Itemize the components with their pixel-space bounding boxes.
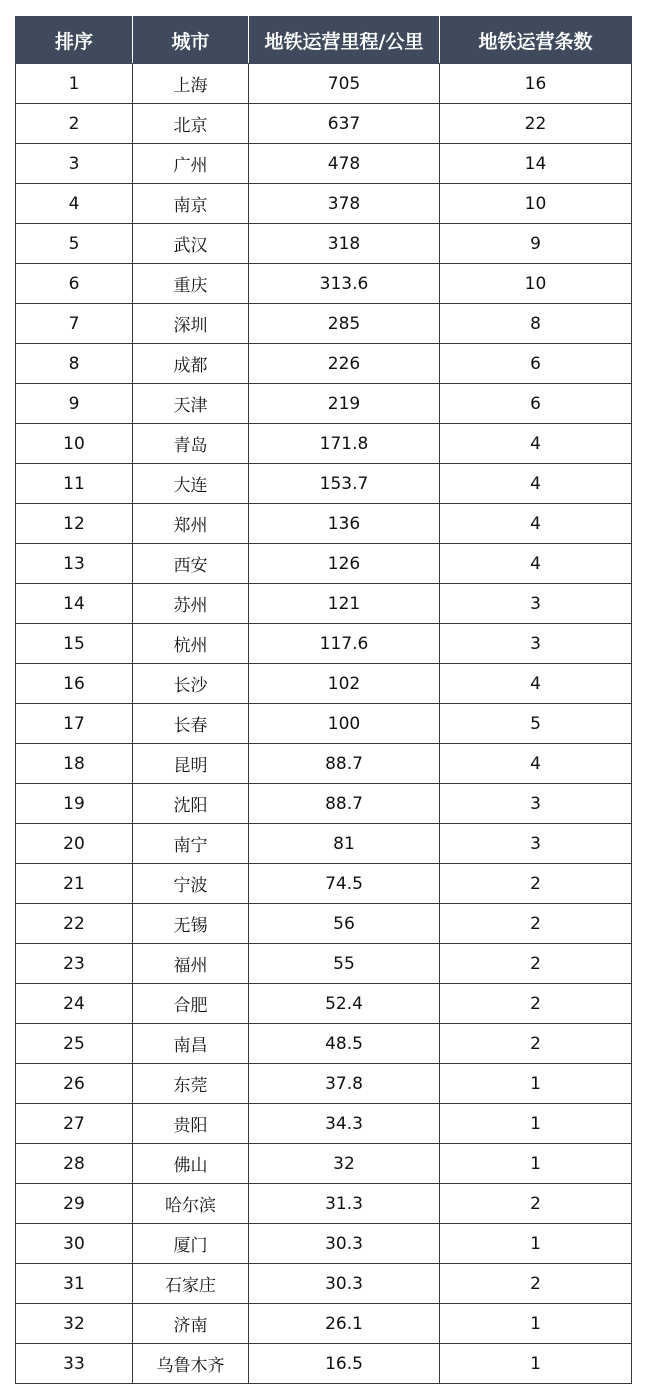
cell-city: 西安: [133, 544, 249, 584]
cell-rank: 18: [16, 744, 133, 784]
cell-city: 南京: [133, 184, 249, 224]
cell-rank: 28: [16, 1144, 133, 1184]
cell-mileage: 81: [249, 824, 440, 864]
table-row: [16, 1304, 632, 1344]
table-row: [16, 584, 632, 624]
table-header: [16, 17, 632, 64]
cell-mileage: 56: [249, 904, 440, 944]
cell-mileage: 88.7: [249, 784, 440, 824]
cell-city: 东莞: [133, 1064, 249, 1104]
cell-mileage: 55: [249, 944, 440, 984]
cell-mileage: 117.6: [249, 624, 440, 664]
cell-line-count: 1: [440, 1144, 632, 1184]
table-row: [16, 224, 632, 264]
cell-city: 济南: [133, 1304, 249, 1344]
table-row: [16, 864, 632, 904]
cell-line-count: 2: [440, 984, 632, 1024]
cell-city: 南宁: [133, 824, 249, 864]
cell-rank: 9: [16, 384, 133, 424]
cell-mileage: 32: [249, 1144, 440, 1184]
cell-city: 厦门: [133, 1224, 249, 1264]
table-row: [16, 1264, 632, 1304]
table-row: [16, 944, 632, 984]
cell-rank: 5: [16, 224, 133, 264]
cell-city: 乌鲁木齐: [133, 1344, 249, 1384]
metro-ranking-table: [15, 16, 632, 1384]
cell-city: 宁波: [133, 864, 249, 904]
table-row: [16, 1224, 632, 1264]
cell-rank: 32: [16, 1304, 133, 1344]
cell-line-count: 5: [440, 704, 632, 744]
table-row: [16, 1024, 632, 1064]
cell-rank: 21: [16, 864, 133, 904]
cell-line-count: 3: [440, 584, 632, 624]
cell-city: 上海: [133, 64, 249, 104]
table-row: [16, 664, 632, 704]
cell-line-count: 4: [440, 504, 632, 544]
table-body: [16, 64, 632, 1384]
cell-mileage: 26.1: [249, 1304, 440, 1344]
cell-rank: 1: [16, 64, 133, 104]
cell-rank: 4: [16, 184, 133, 224]
table-row: [16, 424, 632, 464]
cell-line-count: 2: [440, 864, 632, 904]
cell-rank: 20: [16, 824, 133, 864]
cell-mileage: 100: [249, 704, 440, 744]
cell-line-count: 1: [440, 1304, 632, 1344]
header-rank: 排序: [16, 17, 133, 64]
cell-city: 长春: [133, 704, 249, 744]
cell-rank: 10: [16, 424, 133, 464]
cell-rank: 27: [16, 1104, 133, 1144]
table-row: [16, 1344, 632, 1384]
metro-table-container: [15, 16, 631, 1384]
cell-line-count: 2: [440, 1264, 632, 1304]
cell-city: 重庆: [133, 264, 249, 304]
cell-line-count: 14: [440, 144, 632, 184]
cell-mileage: 637: [249, 104, 440, 144]
cell-rank: 17: [16, 704, 133, 744]
cell-line-count: 4: [440, 744, 632, 784]
cell-mileage: 30.3: [249, 1224, 440, 1264]
table-row: [16, 104, 632, 144]
cell-city: 广州: [133, 144, 249, 184]
table-row: [16, 744, 632, 784]
cell-rank: 8: [16, 344, 133, 384]
cell-city: 沈阳: [133, 784, 249, 824]
cell-rank: 15: [16, 624, 133, 664]
cell-mileage: 31.3: [249, 1184, 440, 1224]
cell-rank: 6: [16, 264, 133, 304]
cell-line-count: 1: [440, 1064, 632, 1104]
cell-city: 贵阳: [133, 1104, 249, 1144]
cell-city: 无锡: [133, 904, 249, 944]
cell-line-count: 9: [440, 224, 632, 264]
cell-city: 杭州: [133, 624, 249, 664]
cell-mileage: 52.4: [249, 984, 440, 1024]
cell-line-count: 3: [440, 624, 632, 664]
cell-mileage: 153.7: [249, 464, 440, 504]
cell-line-count: 2: [440, 944, 632, 984]
cell-line-count: 4: [440, 544, 632, 584]
table-row: [16, 904, 632, 944]
cell-mileage: 48.5: [249, 1024, 440, 1064]
cell-line-count: 6: [440, 344, 632, 384]
cell-mileage: 171.8: [249, 424, 440, 464]
table-row: [16, 704, 632, 744]
cell-mileage: 102: [249, 664, 440, 704]
cell-line-count: 1: [440, 1344, 632, 1384]
table-row: [16, 544, 632, 584]
cell-mileage: 705: [249, 64, 440, 104]
cell-line-count: 6: [440, 384, 632, 424]
cell-city: 青岛: [133, 424, 249, 464]
cell-rank: 13: [16, 544, 133, 584]
table-row: [16, 1064, 632, 1104]
cell-city: 北京: [133, 104, 249, 144]
table-row: [16, 1144, 632, 1184]
cell-rank: 7: [16, 304, 133, 344]
cell-city: 南昌: [133, 1024, 249, 1064]
cell-city: 长沙: [133, 664, 249, 704]
cell-rank: 2: [16, 104, 133, 144]
cell-city: 石家庄: [133, 1264, 249, 1304]
cell-line-count: 2: [440, 904, 632, 944]
cell-mileage: 126: [249, 544, 440, 584]
cell-line-count: 4: [440, 664, 632, 704]
table-row: [16, 1104, 632, 1144]
table-row: [16, 504, 632, 544]
table-row: [16, 184, 632, 224]
table-row: [16, 304, 632, 344]
cell-line-count: 16: [440, 64, 632, 104]
cell-mileage: 88.7: [249, 744, 440, 784]
cell-mileage: 378: [249, 184, 440, 224]
cell-mileage: 16.5: [249, 1344, 440, 1384]
table-row: [16, 144, 632, 184]
table-row: [16, 344, 632, 384]
cell-city: 苏州: [133, 584, 249, 624]
cell-line-count: 2: [440, 1024, 632, 1064]
cell-city: 深圳: [133, 304, 249, 344]
cell-rank: 33: [16, 1344, 133, 1384]
cell-mileage: 478: [249, 144, 440, 184]
table-row: [16, 1184, 632, 1224]
cell-city: 郑州: [133, 504, 249, 544]
table-row: [16, 824, 632, 864]
cell-mileage: 34.3: [249, 1104, 440, 1144]
cell-city: 天津: [133, 384, 249, 424]
cell-line-count: 22: [440, 104, 632, 144]
cell-rank: 24: [16, 984, 133, 1024]
table-row: [16, 624, 632, 664]
cell-line-count: 3: [440, 824, 632, 864]
cell-mileage: 30.3: [249, 1264, 440, 1304]
cell-rank: 25: [16, 1024, 133, 1064]
cell-line-count: 10: [440, 264, 632, 304]
cell-city: 福州: [133, 944, 249, 984]
cell-line-count: 4: [440, 464, 632, 504]
cell-city: 合肥: [133, 984, 249, 1024]
table-row: [16, 64, 632, 104]
cell-line-count: 3: [440, 784, 632, 824]
table-row: [16, 384, 632, 424]
cell-mileage: 121: [249, 584, 440, 624]
cell-line-count: 1: [440, 1104, 632, 1144]
header-line-count: 地铁运营条数: [440, 17, 632, 64]
table-row: [16, 784, 632, 824]
cell-mileage: 219: [249, 384, 440, 424]
cell-rank: 12: [16, 504, 133, 544]
header-row: [16, 17, 632, 64]
cell-mileage: 136: [249, 504, 440, 544]
cell-rank: 22: [16, 904, 133, 944]
cell-rank: 11: [16, 464, 133, 504]
cell-rank: 16: [16, 664, 133, 704]
cell-city: 成都: [133, 344, 249, 384]
cell-rank: 30: [16, 1224, 133, 1264]
cell-line-count: 4: [440, 424, 632, 464]
cell-city: 哈尔滨: [133, 1184, 249, 1224]
cell-rank: 14: [16, 584, 133, 624]
cell-mileage: 37.8: [249, 1064, 440, 1104]
cell-rank: 26: [16, 1064, 133, 1104]
cell-rank: 29: [16, 1184, 133, 1224]
table-row: [16, 984, 632, 1024]
cell-mileage: 318: [249, 224, 440, 264]
table-row: [16, 464, 632, 504]
cell-city: 大连: [133, 464, 249, 504]
cell-line-count: 1: [440, 1224, 632, 1264]
cell-mileage: 226: [249, 344, 440, 384]
cell-rank: 31: [16, 1264, 133, 1304]
cell-line-count: 2: [440, 1184, 632, 1224]
cell-rank: 23: [16, 944, 133, 984]
header-mileage: 地铁运营里程/公里: [249, 17, 440, 64]
cell-rank: 3: [16, 144, 133, 184]
cell-mileage: 74.5: [249, 864, 440, 904]
cell-mileage: 313.6: [249, 264, 440, 304]
table-row: [16, 264, 632, 304]
cell-city: 武汉: [133, 224, 249, 264]
cell-rank: 19: [16, 784, 133, 824]
cell-mileage: 285: [249, 304, 440, 344]
cell-line-count: 8: [440, 304, 632, 344]
cell-line-count: 10: [440, 184, 632, 224]
header-city: 城市: [133, 17, 249, 64]
cell-city: 佛山: [133, 1144, 249, 1184]
cell-city: 昆明: [133, 744, 249, 784]
